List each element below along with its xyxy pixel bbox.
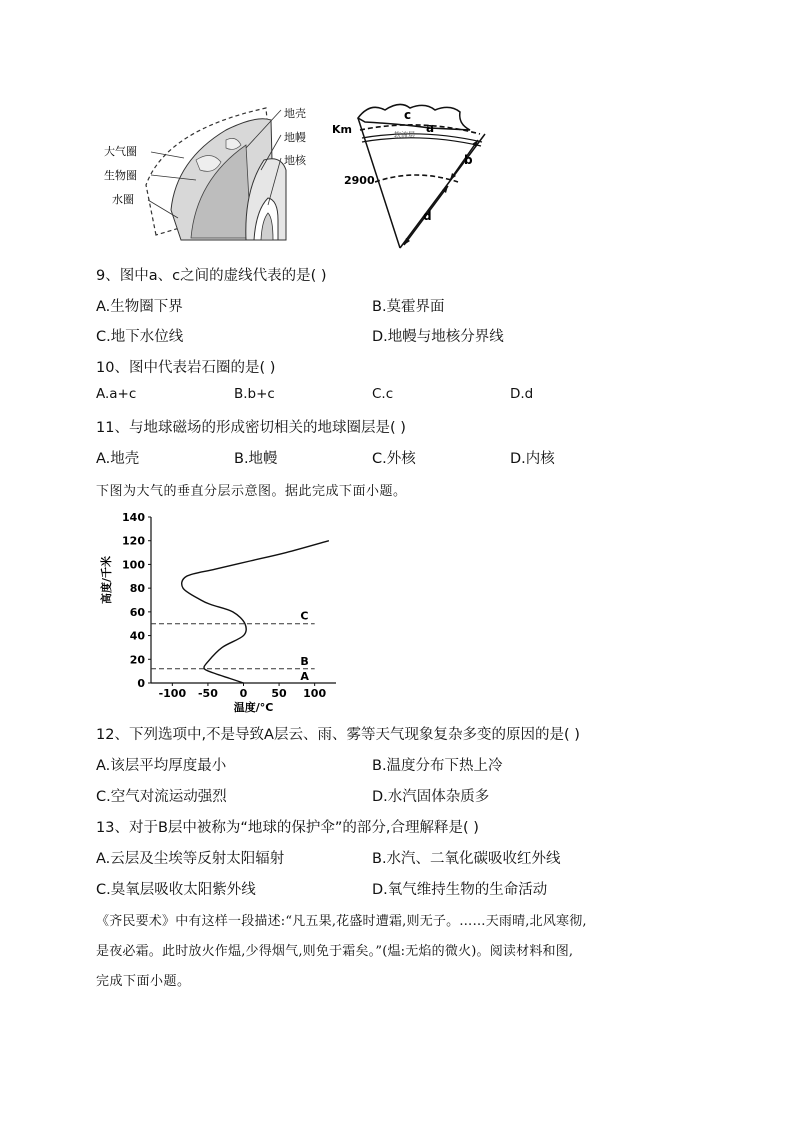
earth-spheres-figure <box>96 100 296 255</box>
x-tick-label: -100 <box>158 687 187 700</box>
x-tick-label: -50 <box>197 687 218 700</box>
intro-qimin-line3: 完成下面小题。 <box>96 974 191 989</box>
y-tick-label: 20 <box>129 653 145 667</box>
q11-stem: 11、与地球磁场的形成密切相关的地球圈层是( ) <box>96 420 406 436</box>
y-tick-label: 60 <box>129 605 145 619</box>
label-2900: 2900 <box>344 174 375 187</box>
q12-option-d[interactable]: D.水汽固体杂质多 <box>372 789 490 805</box>
label-c: c <box>404 108 412 122</box>
intro-qimin-line2: 是夜必霜。此时放火作煴,少得烟气,则免于霜矣。”(煴:无焰的微火)。阅读材料和图, <box>96 944 574 959</box>
q13-option-d[interactable]: D.氧气维持生物的生命活动 <box>372 882 548 898</box>
q9-option-b[interactable]: B.莫霍界面 <box>372 299 445 315</box>
q10-option-d[interactable]: D.d <box>510 386 534 402</box>
q13-option-b[interactable]: B.水汽、二氧化碳吸收红外线 <box>372 851 561 867</box>
q13-stem: 13、对于B层中被称为“地球的保护伞”的部分,合理解释是( ) <box>96 820 479 836</box>
earth-section-figure <box>330 100 490 255</box>
q11-option-a[interactable]: A.地壳 <box>96 451 140 467</box>
y-tick-label: 140 <box>122 511 145 524</box>
label-mantle: 地幔 <box>284 131 306 144</box>
label-core: 地核 <box>284 154 306 167</box>
q9-option-c[interactable]: C.地下水位线 <box>96 329 184 345</box>
q10-option-c[interactable]: C.c <box>372 386 394 402</box>
x-tick-label: 50 <box>271 687 287 700</box>
q11-option-b[interactable]: B.地幔 <box>234 451 278 467</box>
q11-option-d[interactable]: D.内核 <box>510 451 555 467</box>
q9-option-a[interactable]: A.生物圈下界 <box>96 299 183 315</box>
y-tick-label: 120 <box>122 534 145 548</box>
y-axis-label: 高度/千米 <box>100 555 113 605</box>
label-d: d <box>423 209 432 223</box>
label-b: b <box>464 153 473 167</box>
q9-stem: 9、图中a、c之间的虚线代表的是( ) <box>96 268 327 284</box>
y-tick-label: 100 <box>122 558 145 572</box>
y-tick-label: 40 <box>129 629 145 643</box>
x-tick-label: 0 <box>239 687 248 700</box>
q12-option-c[interactable]: C.空气对流运动强烈 <box>96 789 227 805</box>
x-tick-label: 100 <box>303 687 327 700</box>
label-hydrosphere: 水圈 <box>112 193 134 206</box>
q12-option-b[interactable]: B.温度分布下热上冷 <box>372 758 503 774</box>
label-crust: 地壳 <box>284 107 306 120</box>
layer-label-b: B <box>300 654 309 668</box>
intro-qimin-line1: 《齐民要术》中有这样一段描述:“凡五果,花盛时遭霜,则无子。……天雨晴,北风寒彻, <box>96 914 587 929</box>
q9-option-d[interactable]: D.地幔与地核分界线 <box>372 329 504 345</box>
atmosphere-layer-chart <box>96 505 356 715</box>
label-asthenosphere: 软流层 <box>394 131 415 139</box>
label-atmosphere: 大气圈 <box>104 145 137 158</box>
y-tick-label: 80 <box>129 582 145 596</box>
q11-option-c[interactable]: C.外核 <box>372 451 416 467</box>
q10-option-a[interactable]: A.a+c <box>96 386 137 402</box>
intro-atmosphere: 下图为大气的垂直分层示意图。据此完成下面小题。 <box>96 484 407 499</box>
label-biosphere: 生物圈 <box>104 169 137 182</box>
q13-option-c[interactable]: C.臭氧层吸收太阳紫外线 <box>96 882 256 898</box>
layer-label-c: C <box>300 609 309 623</box>
layer-label-a: A <box>300 670 309 683</box>
q10-stem: 10、图中代表岩石圈的是( ) <box>96 360 276 376</box>
q10-option-b[interactable]: B.b+c <box>234 386 275 402</box>
label-a: a <box>426 121 435 135</box>
label-km: Km <box>332 123 352 136</box>
q13-option-a[interactable]: A.云层及尘埃等反射太阳辐射 <box>96 851 285 867</box>
y-tick-label: 0 <box>137 677 145 690</box>
q12-stem: 12、下列选项中,不是导致A层云、雨、雾等天气现象复杂多变的原因的是( ) <box>96 727 580 743</box>
q12-option-a[interactable]: A.该层平均厚度最小 <box>96 758 227 774</box>
x-axis-label: 温度/°C <box>233 701 274 714</box>
